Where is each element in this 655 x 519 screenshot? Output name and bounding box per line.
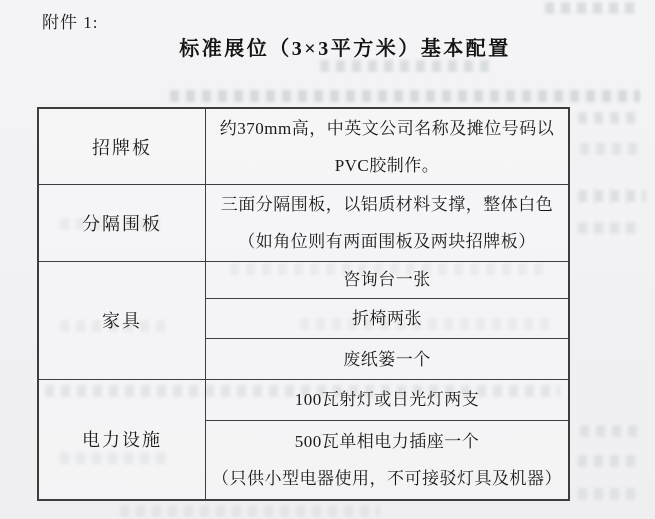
cell-text: 三面分隔围板，以铝质材料支撑，整体白色 xyxy=(220,194,554,214)
cell-text: PVC胶制作。 xyxy=(334,155,440,175)
document-title: 标准展位（3×3平方米）基本配置 xyxy=(179,38,511,60)
bleed-through-smudge xyxy=(580,425,640,437)
row-label-partition-panels: 分隔围板 xyxy=(39,185,206,261)
row-content xyxy=(206,262,568,380)
bleed-through-smudge xyxy=(320,60,490,72)
cell-text: （只供小型电器使用，不可接驳灯具及机器） xyxy=(212,468,562,488)
bleed-through-smudge xyxy=(580,143,640,155)
table-row-furniture xyxy=(39,261,568,380)
table-cell xyxy=(206,338,568,379)
table-cell xyxy=(206,380,568,420)
bleed-through-smudge xyxy=(170,90,640,102)
bleed-through-smudge xyxy=(578,488,638,500)
bleed-through-smudge xyxy=(578,112,642,124)
bleed-through-smudge xyxy=(578,190,646,202)
table-cell xyxy=(206,185,568,261)
cell-text: 废纸篓一个 xyxy=(343,349,431,369)
bleed-through-smudge xyxy=(120,505,380,517)
row-content xyxy=(206,380,568,499)
table-cell xyxy=(206,298,568,339)
cell-text: 100瓦射灯或日光灯两支 xyxy=(294,390,480,410)
bleed-through-smudge xyxy=(578,222,638,234)
table-cell xyxy=(206,109,568,184)
table-row-signboard xyxy=(39,109,568,184)
table-row-partition-panels xyxy=(39,184,568,261)
cell-text: 500瓦单相电力插座一个 xyxy=(294,431,480,451)
cell-text: 约370mm高，中英文公司名称及摊位号码以 xyxy=(219,118,555,138)
row-label-signboard: 招牌板 xyxy=(39,109,206,184)
row-label-furniture: 家具 xyxy=(39,262,206,380)
table-cell xyxy=(206,420,568,499)
cell-text: 咨询台一张 xyxy=(343,270,431,289)
row-content xyxy=(206,185,568,261)
row-label-electrical: 电力设施 xyxy=(39,380,206,499)
table-cell xyxy=(206,262,568,298)
bleed-through-smudge xyxy=(578,455,640,467)
cell-text: 折椅两张 xyxy=(352,308,422,328)
attachment-label: 附件 1: xyxy=(42,13,99,32)
cell-text: （如角位则有两面围板及两块招牌板） xyxy=(238,231,536,251)
table-row-electrical xyxy=(39,379,568,499)
booth-config-table xyxy=(37,107,570,501)
bleed-through-smudge xyxy=(545,2,640,14)
row-content xyxy=(206,109,568,184)
